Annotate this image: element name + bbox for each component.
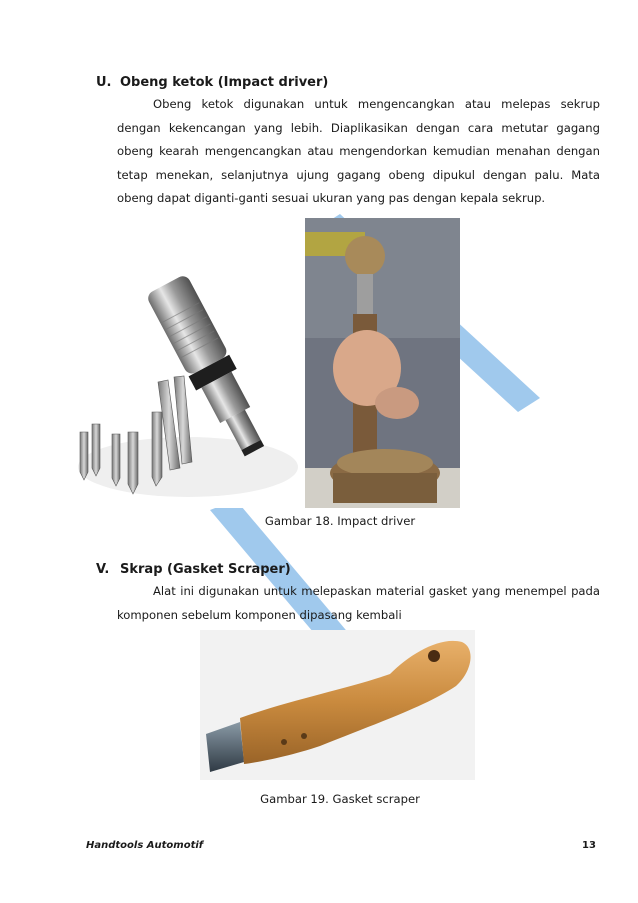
- figure-19-caption: Gambar 19. Gasket scraper: [260, 792, 420, 806]
- section-u-letter: U.: [96, 75, 112, 90]
- section-u-heading: [96, 75, 328, 90]
- section-v-heading: [96, 562, 291, 577]
- section-v-paragraph: [117, 580, 600, 627]
- figure-18-caption: Gambar 18. Impact driver: [264, 514, 416, 528]
- gasket-scraper-photo: [200, 630, 475, 780]
- section-u-paragraph: [117, 93, 600, 211]
- section-u-title: Obeng ketok (Impact driver): [120, 75, 329, 90]
- footer-title: Handtools Automotif: [86, 840, 204, 851]
- impact-driver-usage-photo: [305, 218, 460, 508]
- section-v-title: Skrap (Gasket Scraper): [120, 562, 291, 577]
- section-u-paragraph-text: Obeng ketok digunakan untuk mengencangkan atau melepas sekrup dengan kekencangan yang lebih. Diaplikasikan dengan cara metutar gagang obeng kearah mengencangkan atau mengendorkan kemudian menahan dengan tetap menekan, selanjutnya ujung gagang obeng dipukul dengan palu. Mata obeng dapat diganti-ganti sesuai ukuran yang pas dengan kepala sekrup.: [117, 97, 600, 205]
- section-v-letter: V.: [96, 562, 110, 577]
- section-v-paragraph-text: Alat ini digunakan untuk melepaskan material gasket yang menempel pada komponen sebelum komponen dipasang kembali: [117, 584, 600, 622]
- impact-driver-photo: [78, 262, 302, 508]
- page-number: 13: [582, 840, 596, 851]
